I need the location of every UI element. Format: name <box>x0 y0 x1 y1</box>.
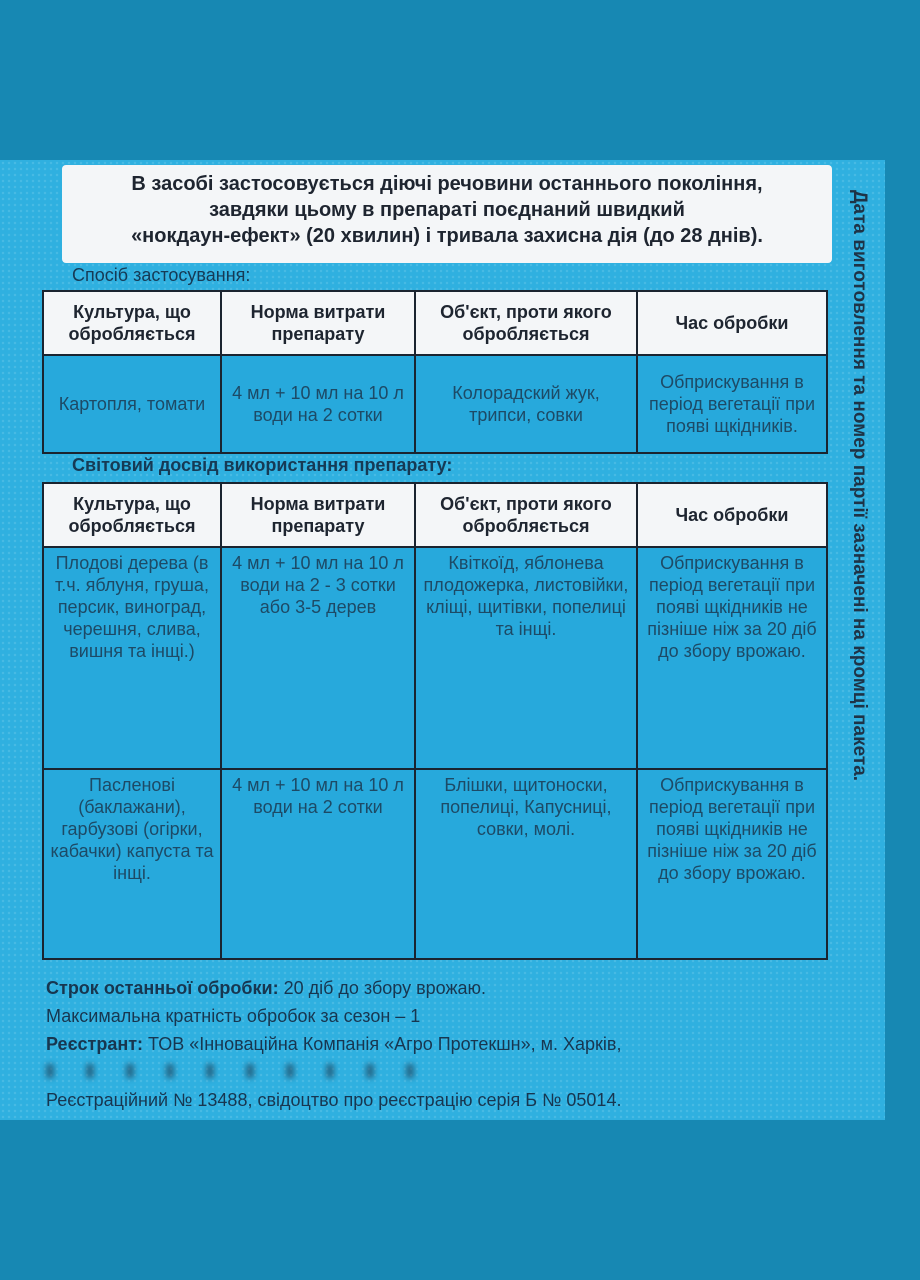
cell-time: Обприскування в період вегетації при появі щкідників не пізніше ніж за 20 діб до збору врожаю. <box>637 769 827 959</box>
cell-culture: Плодові дерева (в т.ч. яблуня, груша, персик, виноград, черешня, слива, вишня та інщі.) <box>43 547 221 769</box>
intro-banner <box>62 165 832 263</box>
max-treatments: Максимальна кратність обробок за сезон – 1 <box>46 1006 421 1026</box>
blurred-address <box>46 1064 446 1078</box>
registration-number: Реєстраційний № 13488, свідоцтво про реєстрацію серія Б № 05014. <box>46 1090 622 1110</box>
side-note: Дата виготовлення та номер партії зазначені на кромці пакета. <box>849 190 870 782</box>
cell-rate: 4 мл + 10 мл на 10 л води на 2 - 3 сотки або 3-5 дерев <box>221 547 415 769</box>
application-table <box>42 290 828 454</box>
cell-target: Блішки, щитоноски, попелиці, Капусниці, совки, молі. <box>415 769 637 959</box>
cell-time: Обприскування в період вегетації при появі щкідників. <box>637 355 827 453</box>
cell-culture: Пасленові (баклажани), гарбузові (огірки, кабачки) капуста та інщі. <box>43 769 221 959</box>
header-time: Час обробки <box>637 291 827 355</box>
header-target: Об'єкт, проти якого обробляється <box>415 291 637 355</box>
header-culture: Культура, що обробляється <box>43 483 221 547</box>
last-treatment-label: Строк останньої обробки: <box>46 978 279 998</box>
banner-line: «нокдаун-ефект» (20 хвилин) і тривала захисна дія (до 28 днів). <box>131 225 763 247</box>
cell-culture: Картопля, томати <box>43 355 221 453</box>
cell-target: Колорадский жук, трипси, совки <box>415 355 637 453</box>
last-treatment-value: 20 діб до збору врожаю. <box>278 978 487 998</box>
registrant-value: ТОВ «Інноваційна Компанія «Агро Протекшн», м. Харків, <box>143 1034 622 1054</box>
header-culture: Культура, що обробляється <box>43 291 221 355</box>
banner-line: завдяки цьому в препараті поєднаний швидкий <box>209 199 685 221</box>
cell-rate: 4 мл + 10 мл на 10 л води на 2 сотки <box>221 769 415 959</box>
section-title-world: Світовий досвід використання препарату: <box>72 455 453 475</box>
section-title-application: Спосіб застосування: <box>72 265 251 285</box>
header-time: Час обробки <box>637 483 827 547</box>
table-row <box>43 769 827 959</box>
last-treatment <box>46 978 486 999</box>
header-rate: Норма витрати препарату <box>221 291 415 355</box>
header-rate: Норма витрати препарату <box>221 483 415 547</box>
registrant <box>46 1034 621 1055</box>
header-target: Об'єкт, проти якого обробляється <box>415 483 637 547</box>
world-experience-table <box>42 482 828 960</box>
cell-target: Квіткоїд, яблонева плодожерка, листовійки, кліщі, щитівки, попелиці та інщі. <box>415 547 637 769</box>
table-row <box>43 547 827 769</box>
cell-rate: 4 мл + 10 мл на 10 л води на 2 сотки <box>221 355 415 453</box>
banner-line: В засобі застосовується діючі речовини останнього покоління, <box>131 173 763 195</box>
registrant-label: Реєстрант: <box>46 1034 144 1054</box>
table-row <box>43 355 827 453</box>
cell-time: Обприскування в період вегетації при появі щкідників не пізніше ніж за 20 діб до збору врожаю. <box>637 547 827 769</box>
